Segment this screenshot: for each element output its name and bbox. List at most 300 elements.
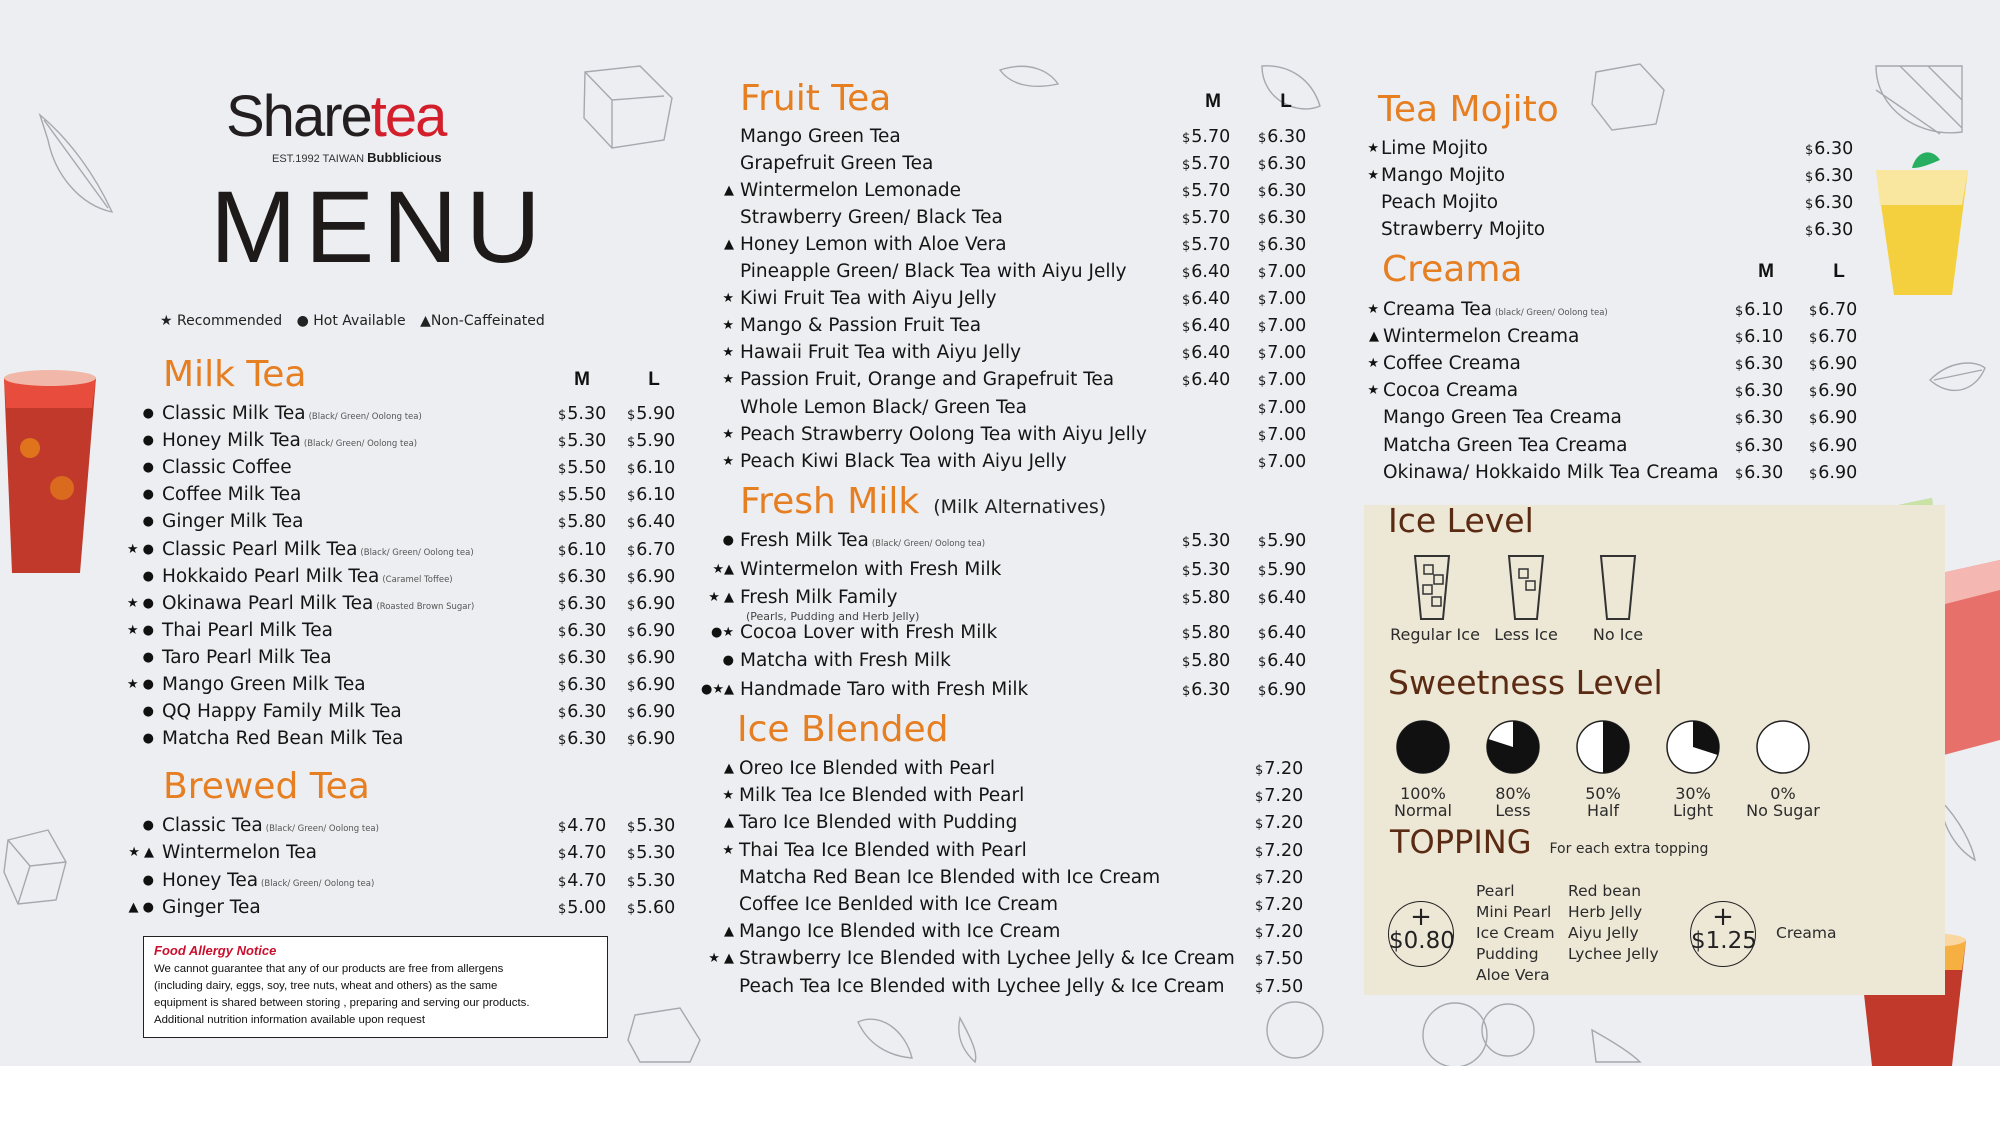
price-value: 6.70 <box>636 539 676 560</box>
allergy-notice-title: Food Allergy Notice <box>154 943 277 958</box>
allergy-line: We cannot guarantee that any of our products are free from allergens <box>154 963 504 975</box>
topping-item: Red bean <box>1568 882 1642 900</box>
item-name-text: Coffee Ice Benlded with Ice Cream <box>739 894 1059 915</box>
regular-ice-icon <box>1412 553 1452 623</box>
item-name <box>162 726 403 752</box>
dollar-sign: $ <box>1182 347 1191 363</box>
item-name <box>162 509 304 535</box>
item-marks: ● <box>142 704 154 720</box>
dollar-sign: $ <box>1258 320 1267 336</box>
item-name <box>1381 136 1488 162</box>
price-value: 6.40 <box>1267 622 1307 643</box>
item-price-l <box>627 591 675 619</box>
price-value: 6.40 <box>1191 370 1231 391</box>
fresh-milk-row <box>690 528 1330 554</box>
allergy-line: (including dairy, eggs, soy, tree nuts, wheat and others) as the same <box>154 980 498 992</box>
item-name-text: Coffee Creama <box>1383 353 1521 375</box>
price-value: 7.00 <box>1267 343 1307 364</box>
item-name <box>740 205 1003 231</box>
dollar-sign: $ <box>1182 293 1191 309</box>
dollar-sign: $ <box>1258 266 1267 282</box>
brewed-tea-heading: Brewed Tea <box>163 766 370 807</box>
sweetness-pie-icon <box>1665 719 1721 775</box>
price-value: 7.00 <box>1267 370 1307 391</box>
item-name-text: Grapefruit Green Tea <box>740 153 934 175</box>
logo-share-text: Share <box>226 84 371 149</box>
logo-tea-text: tea <box>370 84 446 149</box>
item-price-l <box>627 672 675 700</box>
item-marks: ▲ <box>724 237 734 253</box>
item-name <box>1383 351 1521 377</box>
fruit-tea-row <box>690 395 1330 421</box>
fruit-tea-row <box>690 124 1330 150</box>
item-marks: ▲ <box>724 815 734 831</box>
item-name <box>740 367 1114 393</box>
item-note: (Caramel Toffee) <box>382 574 453 585</box>
price-value: 5.70 <box>1191 235 1231 256</box>
price-value: 7.50 <box>1264 949 1304 970</box>
tea-mojito-row <box>1355 190 1875 216</box>
fruit-tea-row <box>690 340 1330 366</box>
ice-blended-row <box>690 756 1340 782</box>
brewed-tea-row <box>116 895 686 921</box>
price-value: 5.70 <box>1191 154 1231 175</box>
price-value: 7.00 <box>1267 289 1307 310</box>
item-price <box>1805 163 1853 191</box>
price-value: 6.10 <box>636 485 676 506</box>
item-marks: ★ ▲ <box>708 951 734 967</box>
item-note: (Roasted Brown Sugar) <box>376 601 475 612</box>
creama-row <box>1355 433 1875 459</box>
item-name-text: Taro Pearl Milk Tea <box>162 646 332 668</box>
dollar-sign: $ <box>558 597 567 613</box>
dollar-sign: $ <box>1255 926 1264 942</box>
dollar-sign: $ <box>558 570 567 586</box>
dollar-sign: $ <box>1735 304 1744 319</box>
dollar-sign: $ <box>1735 385 1744 401</box>
item-note: (Black/ Green/ Oolong tea) <box>360 547 474 558</box>
dollar-sign: $ <box>1809 358 1818 374</box>
fresh-milk-heading <box>740 480 1106 529</box>
price-value: 7.00 <box>1267 262 1307 283</box>
item-name-text: Strawberry Ice Blended with Lychee Jelly & Ice Cream <box>739 948 1235 970</box>
dollar-sign: $ <box>627 408 636 423</box>
dollar-sign: $ <box>1258 131 1267 146</box>
item-price-l <box>1258 367 1306 395</box>
dollar-sign: $ <box>558 408 567 423</box>
price-value: 5.90 <box>1267 531 1307 551</box>
item-price-m <box>558 428 606 456</box>
milk-tea-row <box>116 482 686 508</box>
price-value: 6.30 <box>1267 208 1307 229</box>
item-marks: ●★ <box>711 624 734 640</box>
item-name <box>1381 163 1505 189</box>
logo-tagline <box>272 150 442 165</box>
item-name-text: Cocoa Lover with Fresh Milk <box>740 621 998 643</box>
item-price-l <box>1258 313 1306 341</box>
topping-price-circle-125 <box>1690 901 1756 967</box>
leaf-sketch <box>40 115 112 212</box>
item-name <box>740 340 1021 366</box>
item-price-l <box>627 482 675 510</box>
price-value: 6.30 <box>1267 154 1307 175</box>
price-value: 6.40 <box>1191 316 1231 337</box>
item-price-l <box>1258 422 1306 450</box>
price-value: 5.80 <box>1191 622 1231 643</box>
item-name-text: Lime Mojito <box>1381 138 1488 159</box>
sweetness-name: Normal <box>1394 801 1452 820</box>
price-value: 6.90 <box>636 593 676 614</box>
item-price <box>1255 783 1303 811</box>
item-name-text: Whole Lemon Black/ Green Tea <box>740 396 1027 418</box>
item-price-m <box>1182 151 1230 179</box>
price-value: 7.20 <box>1264 840 1304 861</box>
allergy-notice-body <box>154 961 597 1029</box>
dollar-sign: $ <box>1735 358 1744 374</box>
fruit-tea-heading: Fruit Tea <box>740 78 892 119</box>
item-price-m <box>1735 405 1783 433</box>
dollar-sign: $ <box>627 901 636 917</box>
item-price-m <box>1182 677 1230 705</box>
item-name <box>739 783 1024 809</box>
item-name-text: Peach Strawberry Oolong Tea with Aiyu Jelly <box>740 423 1147 445</box>
item-marks: ● <box>722 533 734 548</box>
item-marks: ★ <box>1367 356 1379 372</box>
price-value: 5.00 <box>567 897 607 918</box>
ice-cube-sketch <box>628 1008 700 1062</box>
dollar-sign: $ <box>558 733 567 749</box>
legend-noncaffeinated: ▲Non-Caffeinated <box>420 313 545 329</box>
item-name <box>739 865 1160 891</box>
item-name <box>1381 217 1545 243</box>
item-marks: ● <box>142 487 154 503</box>
item-name-text: Kiwi Fruit Tea with Aiyu Jelly <box>740 288 997 310</box>
sweetness-name: Light <box>1673 801 1713 820</box>
price-value: 6.40 <box>1267 588 1307 608</box>
item-name-text: Mango Green Tea <box>740 126 901 147</box>
item-name-text: Mango Green Tea Creama <box>1383 407 1622 429</box>
item-marks: ▲ <box>724 924 734 940</box>
price-value: 5.70 <box>1191 127 1231 147</box>
price-value: 6.90 <box>1818 435 1858 456</box>
item-name-text: Passion Fruit, Orange and Grapefruit Tea <box>740 369 1115 391</box>
item-marks: ● <box>142 818 154 833</box>
item-marks: ● <box>142 649 154 665</box>
item-price-l <box>1258 648 1306 676</box>
item-price-l <box>627 564 675 592</box>
price-value: 6.40 <box>1191 289 1231 310</box>
dollar-sign: $ <box>558 462 567 478</box>
item-name-text: Honey Tea <box>162 869 259 891</box>
dollar-sign: $ <box>558 489 567 505</box>
item-price-m <box>1735 460 1783 488</box>
brewed-tea-row <box>116 840 686 866</box>
item-price-m <box>1735 297 1783 325</box>
less-ice-icon <box>1506 553 1546 623</box>
price-value: 6.40 <box>1191 343 1231 364</box>
dollar-sign: $ <box>1258 158 1267 174</box>
item-price-l <box>1258 528 1306 556</box>
size-m-header: M <box>1758 261 1774 282</box>
price-value: 4.70 <box>567 843 607 864</box>
fruit-tea-row <box>690 151 1330 177</box>
item-name <box>162 428 417 457</box>
topping-price: $1.25 <box>1691 928 1757 954</box>
dollar-sign: $ <box>558 874 567 890</box>
item-price-l <box>1258 259 1306 287</box>
dollar-sign: $ <box>1255 763 1264 778</box>
price-value: 7.00 <box>1267 424 1307 445</box>
price-value: 6.30 <box>567 675 607 695</box>
sharetea-logo <box>226 86 486 168</box>
fresh-milk-row <box>690 557 1330 583</box>
milk-tea-row <box>116 591 686 617</box>
creama-row <box>1355 405 1875 431</box>
item-price-l <box>1258 205 1306 233</box>
dollar-sign: $ <box>627 435 636 451</box>
milk-tea-row <box>116 509 686 535</box>
item-marks: ★ <box>722 318 734 334</box>
item-note: (Black/ Green/ Oolong tea) <box>261 878 375 889</box>
topping-heading <box>1390 823 1708 861</box>
item-name <box>740 286 997 312</box>
price-value: 6.10 <box>1744 300 1784 320</box>
tea-mojito-row <box>1355 217 1875 243</box>
item-name <box>740 677 1028 703</box>
item-price <box>1805 217 1853 245</box>
dollar-sign: $ <box>1258 239 1267 255</box>
price-value: 7.20 <box>1264 895 1304 915</box>
dollar-sign: $ <box>627 679 636 694</box>
dollar-sign: $ <box>1255 980 1264 996</box>
item-name-text: Thai Pearl Milk Tea <box>162 619 333 641</box>
price-value: 6.90 <box>636 729 676 750</box>
item-price-m <box>558 672 606 700</box>
item-name <box>739 810 1017 836</box>
sweetness-percent: 80% <box>1495 784 1531 803</box>
price-value: 6.30 <box>567 593 607 614</box>
dollar-sign: $ <box>627 706 636 722</box>
sweetness-percent: 100% <box>1400 784 1446 803</box>
milk-tea-row <box>116 564 686 590</box>
dollar-sign: $ <box>1255 871 1264 887</box>
item-price-l <box>627 509 675 537</box>
item-name-text: Honey Milk Tea <box>162 430 301 452</box>
item-price-l <box>1809 297 1857 325</box>
item-price-m <box>1182 557 1230 585</box>
topping-item: Herb Jelly <box>1568 903 1643 921</box>
dollar-sign: $ <box>1809 412 1818 428</box>
item-price-l <box>627 868 675 896</box>
ice-level-heading: Ice Level <box>1388 501 1534 540</box>
item-name-text: Matcha Green Tea Creama <box>1383 434 1628 456</box>
creama-heading: Creama <box>1382 249 1523 290</box>
dollar-sign: $ <box>1255 899 1264 914</box>
dollar-sign: $ <box>1258 455 1267 471</box>
price-value: 6.30 <box>1744 408 1784 429</box>
item-price-l <box>1258 449 1306 477</box>
item-price-m <box>558 868 606 896</box>
item-marks: ★ ● <box>126 622 154 638</box>
logo-bubblicious: Bubblicious <box>367 150 442 165</box>
item-name-text: Coffee Milk Tea <box>162 484 302 506</box>
item-name <box>1381 190 1498 216</box>
price-value: 6.30 <box>1267 127 1307 147</box>
price-value: 6.90 <box>636 620 676 641</box>
item-name-text: Wintermelon with Fresh Milk <box>740 558 1002 580</box>
price-value: 6.90 <box>1818 381 1858 402</box>
item-price-m <box>1182 232 1230 260</box>
item-price-m <box>558 618 606 646</box>
item-name-text: Peach Tea Ice Blended with Lychee Jelly & Ice Cream <box>739 975 1225 997</box>
dollar-sign: $ <box>1258 592 1267 607</box>
fruit-tea-row <box>690 422 1330 448</box>
item-price-m <box>1182 340 1230 368</box>
item-price-l <box>1258 178 1306 206</box>
ice-blended-row <box>690 810 1340 836</box>
price-value: 6.30 <box>567 566 607 587</box>
item-name <box>162 564 453 593</box>
item-name <box>740 259 1127 285</box>
item-name-text: Mango Ice Blended with Ice Cream <box>739 921 1061 943</box>
creama-row <box>1355 297 1875 323</box>
item-price <box>1255 919 1303 947</box>
price-value: 5.60 <box>636 897 676 918</box>
item-name <box>739 946 1235 972</box>
item-name <box>740 151 933 177</box>
item-price <box>1255 974 1303 1002</box>
item-price-m <box>1182 585 1230 613</box>
leaf-sketch <box>1940 800 1975 860</box>
dollar-sign: $ <box>1182 212 1191 228</box>
item-name <box>740 313 981 339</box>
price-value: 6.10 <box>636 458 676 479</box>
item-price-m <box>1182 528 1230 556</box>
item-price-m <box>1182 205 1230 233</box>
item-price-m <box>558 895 606 923</box>
item-marks: ● <box>142 872 154 888</box>
item-name <box>740 422 1147 448</box>
price-value: 6.90 <box>1818 462 1858 483</box>
item-name-text: Hawaii Fruit Tea with Aiyu Jelly <box>740 342 1022 364</box>
item-marks: ● <box>142 406 154 421</box>
item-marks: ★ ▲ <box>708 590 734 605</box>
item-name <box>740 528 985 557</box>
item-price-l <box>1258 557 1306 585</box>
dollar-sign: $ <box>1255 844 1264 860</box>
sweetness-pie-icon <box>1575 719 1631 775</box>
dollar-sign: $ <box>1735 439 1744 455</box>
dollar-sign: $ <box>627 597 636 613</box>
ice-cube-sketch <box>4 830 66 904</box>
item-note: (Black/ Green/ Oolong tea) <box>265 824 379 834</box>
no-ice-icon <box>1598 553 1638 623</box>
symbol-legend <box>160 313 555 329</box>
fruit-tea-row <box>690 449 1330 475</box>
item-name-text: Classic Tea <box>162 815 263 836</box>
item-price-l <box>627 645 675 673</box>
milk-tea-row <box>116 672 686 698</box>
sweetness-percent: 30% <box>1675 784 1711 803</box>
sweetness-level-heading: Sweetness Level <box>1388 663 1663 702</box>
fruit-tea-row <box>690 178 1330 204</box>
size-l-header: L <box>648 369 660 390</box>
dollar-sign: $ <box>627 624 636 640</box>
dollar-sign: $ <box>1258 212 1267 228</box>
topping-title: TOPPING <box>1390 823 1532 861</box>
dollar-sign: $ <box>1735 331 1744 347</box>
price-value: 5.30 <box>636 870 676 891</box>
dollar-sign: $ <box>1258 626 1267 642</box>
item-name-text: Hokkaido Pearl Milk Tea <box>162 565 380 587</box>
item-price-m <box>558 645 606 673</box>
ice-blended-row <box>690 946 1340 972</box>
dollar-sign: $ <box>1258 401 1267 417</box>
price-value: 7.20 <box>1264 813 1304 834</box>
dollar-sign: $ <box>1805 224 1814 239</box>
topping-item: Mini Pearl <box>1476 903 1552 921</box>
price-value: 4.70 <box>567 870 607 891</box>
ice-blended-row <box>690 865 1340 891</box>
item-name <box>162 645 332 671</box>
item-price-l <box>1809 378 1857 406</box>
dollar-sign: $ <box>1805 170 1814 185</box>
item-price-l <box>627 537 675 565</box>
price-value: 5.90 <box>636 431 676 452</box>
fresh-milk-row <box>690 585 1330 623</box>
item-marks: ★▲ <box>712 561 734 577</box>
item-name-text: Pineapple Green/ Black Tea with Aiyu Jelly <box>740 261 1127 283</box>
price-value: 6.90 <box>636 702 676 723</box>
item-name <box>162 672 366 698</box>
item-name <box>1383 460 1719 486</box>
price-value: 6.30 <box>1814 220 1854 240</box>
topping-note: For each extra topping <box>1549 841 1709 857</box>
dollar-sign: $ <box>627 820 636 835</box>
price-value: 7.00 <box>1267 451 1307 472</box>
size-l-header: L <box>1833 261 1845 282</box>
fruit-tea-row <box>690 286 1330 312</box>
price-value: 6.30 <box>1191 679 1231 700</box>
item-marks: ● <box>142 460 154 476</box>
sweetness-pie-outline <box>1757 721 1809 773</box>
item-name <box>162 895 261 921</box>
sweetness-label <box>1728 785 1838 819</box>
topping-item: Creama <box>1776 924 1837 942</box>
item-marks: ★ <box>1367 302 1379 317</box>
item-name-text: Creama Tea <box>1383 299 1492 320</box>
item-marks: ▲ <box>724 183 734 199</box>
dollar-sign: $ <box>627 874 636 890</box>
item-price-m <box>1182 259 1230 287</box>
item-marks: ● <box>142 731 154 747</box>
item-price-l <box>1258 620 1306 648</box>
item-price <box>1805 190 1853 218</box>
item-price-m <box>558 482 606 510</box>
topping-item: Aiyu Jelly <box>1568 924 1639 942</box>
logo-wordmark <box>226 86 445 148</box>
size-m-header: M <box>1205 91 1221 112</box>
topping-list-col1 <box>1476 881 1555 986</box>
topping-item: Lychee Jelly <box>1568 945 1659 963</box>
item-price-m <box>1182 367 1230 395</box>
dollar-sign: $ <box>1258 683 1267 699</box>
plus-icon: + <box>1410 902 1432 932</box>
dollar-sign: $ <box>1182 655 1191 670</box>
brewed-tea-row <box>116 813 686 839</box>
ice-blended-heading: Ice Blended <box>737 709 949 750</box>
item-name <box>739 892 1058 918</box>
